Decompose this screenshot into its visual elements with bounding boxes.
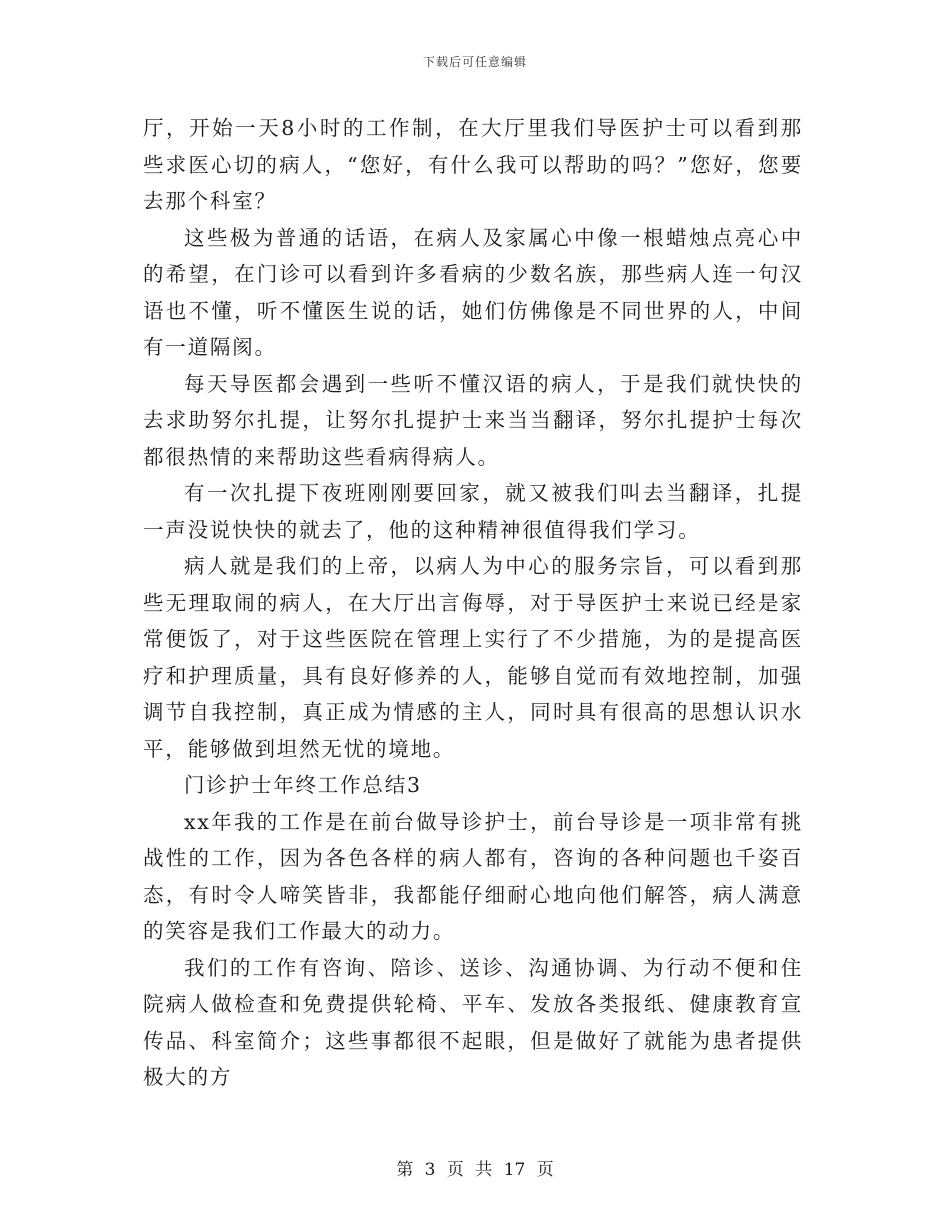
paragraph: 每天导医都会遇到一些听不懂汉语的病人，于是我们就快快的去求助努尔扎提，让努尔扎提护士来当当翻译，努尔扎提护士每次都很热情的来帮助这些看病得病人。 [143,371,803,469]
paragraph: 这些极为普通的话语，在病人及家属心中像一根蜡烛点亮心中的希望，在门诊可以看到许多看病的少数名族，那些病人连一句汉语也不懂，听不懂医生说的话，她们仿佛像是不同世界的人，中间有一道隔阂。 [143,225,803,359]
paragraph: xx年我的工作是在前台做导诊护士，前台导诊是一项非常有挑战性的工作，因为各色各样的病人都有，咨询的各种问题也千姿百态，有时令人啼笑皆非，我都能仔细耐心地向他们解答，病人满意的笑容是我们工作最大的动力。 [143,809,803,943]
paragraph: 有一次扎提下夜班刚刚要回家，就又被我们叫去当翻译，扎提一声没说快快的就去了，他的这种精神很值得我们学习。 [143,481,803,542]
document-body [143,110,803,1096]
page-number: 第 3 页 共 17 页 [396,1160,554,1180]
paragraph-continued: 厅，开始一天8小时的工作制，在大厅里我们导医护士可以看到那些求医心切的病人，“您好，有什么我可以帮助的吗？”您好，您要去那个科室？ [143,116,803,213]
page-header: 下载后可任意编辑 [422,55,527,69]
paragraph: 病人就是我们的上帝，以病人为中心的服务宗旨，可以看到那些无理取闹的病人，在大厅出言侮辱，对于导医护士来说已经是家常便饭了，对于这些医院在管理上实行了不少措施，为的是提高医疗和护理质量，具有良好修养的人，能够自觉而有效地控制，加强调节自我控制，真正成为情感的主人，同时具有很高的思想认识水平，能够做到坦然无忧的境地。 [143,554,803,761]
section-title: 门诊护士年终工作总结3 [184,773,422,797]
paragraph: 我们的工作有咨询、陪诊、送诊、沟通协调、为行动不便和住院病人做检查和免费提供轮椅、平车、发放各类报纸、健康教育宣传品、科室简介；这些事都很不起眼，但是做好了就能为患者提供极大的方 [143,955,803,1089]
